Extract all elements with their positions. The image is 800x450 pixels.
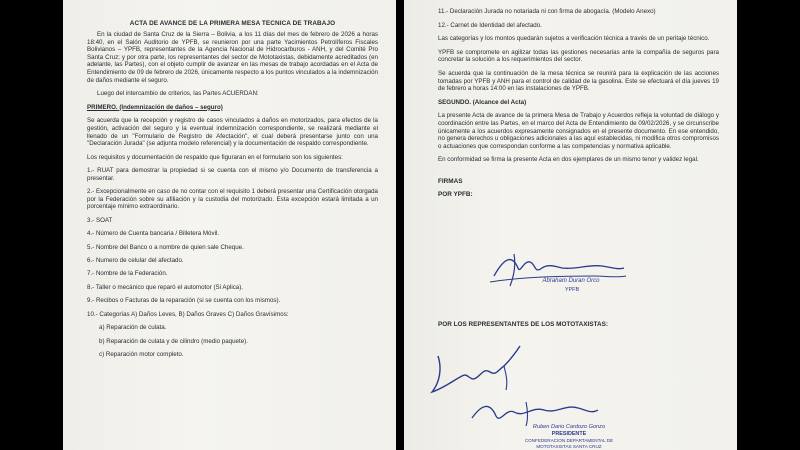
stamp-org-line-1: CONFEDERACION DEPARTAMENTAL DE xyxy=(524,438,614,443)
list-subitem: b) Reparación de culata y de cilindro (medio paquete). xyxy=(99,337,248,345)
stamp-name: Ruben Dario Cardozo Gonzo xyxy=(532,424,606,430)
document-page-right xyxy=(404,0,737,450)
list-item: 6.- Numero de celular del afectado. xyxy=(87,257,184,265)
stamp-org-line-2: MOTOTAXISTAS SANTA CRUZ xyxy=(536,444,602,449)
stamp-role: PRESIDENTE xyxy=(551,431,587,437)
mototaxistas-signature-label: POR LOS REPRESENTANTES DE LOS MOTOTAXISTAS: xyxy=(438,321,608,328)
ypfb-signature-label: POR YPFB: xyxy=(438,190,473,198)
conformity-paragraph: En conformidad se firma la presente Acta en dos ejemplares de un mismo tenor y validez legal. xyxy=(438,156,699,164)
list-item: 11.- Declaración Jurada no notariada ni con firma de abogacía. (Modelo Anexo) xyxy=(438,8,656,15)
section-segundo-heading: SEGUNDO. (Alcance del Acta) xyxy=(438,98,527,106)
mototaxistas-signature-1 xyxy=(424,342,534,402)
list-item: 12.- Carnet de Identidad del afectado. xyxy=(438,21,542,29)
list-item: 8.- Taller o mecánico que reparó el automotor (Si Aplica). xyxy=(87,283,244,291)
mototaxistas-signature-1-scribble xyxy=(424,342,534,402)
list-item: 3.- SOAT xyxy=(87,216,113,224)
ypfb-signer-note: YPFB xyxy=(564,287,580,293)
document-page-left xyxy=(63,0,396,450)
categories-paragraph: Las categorías y los montos quedarán sujetos a verificación técnica a través de un peritaje técnico. xyxy=(438,35,710,43)
continuation-paragraph: Se acuerda que la continuación de la mesa técnica se reunirá para la explicación de las acciones tomadas por YPFB y ANH para el control de calidad de la gasolina. Este se efectuará el día jueves 19 de febrero a horas 14:00 en las instalaciones de YPFB. xyxy=(438,69,719,93)
ypfb-signer-name: Abraham Duran Orco xyxy=(542,278,600,284)
primero-paragraph: Se acuerda que la recepción y registro de casos vinculados a daños en motorizados, para efectos de la gestión, activación del seguro y la eventual indemnización correspondiente, se realizará mediante el llenado de un "Formulario de Registro de Afectación", el cual deberá presentarse junto con una "Declaración Jurada" (se adjunta modelo referencial) y la documentación de respaldo correspondiente. xyxy=(87,117,378,148)
requirements-list xyxy=(87,167,378,358)
requirements-intro: Los requisitos y documentación de respaldo que figuraran en el formulario son los siguientes: xyxy=(87,153,343,161)
list-item: 1.- RUAT para demostrar la propiedad si se cuenta con el mismo y/o Documento de transferencia a presentar. xyxy=(87,167,378,182)
list-item: 7.- Nombre de la Federación. xyxy=(87,270,168,278)
criteria-line: Luego del intercambio de criterios, las Partes ACUERDAN: xyxy=(97,90,259,98)
list-item: 5.- Nombre del Banco o a nombre de quien sale Cheque. xyxy=(87,243,244,251)
signatures-heading: FIRMAS xyxy=(438,177,463,185)
list-subitem: c) Reparación motor completo. xyxy=(99,351,184,359)
list-subitem: a) Reparación de culata. xyxy=(99,324,167,331)
list-item: 10.- Categorías A) Daños Leves, B) Daños Graves C) Daños Gravísimos: xyxy=(87,310,289,318)
intro-paragraph: En la ciudad de Santa Cruz de la Sierra – Bolivia, a los 11 días del mes de febrero de 2026 a horas 18:40, en el Salón Auditorio de YPFB, se reunieron por una parte Yacimientos Petrolíferos Fiscales Bolivianos – YPFB, representantes de la Agencia Nacional de Hidrocarburos - ANH, y del Comité Pro Santa Cruz; y por otra parte, los representantes del sector de Mototaxistas, debidamente acreditados (en adelante, las Partes), con el objeto cumplir de avanzar en las mesas de trabajo acordadas en el Acta de Entendimiento de 09 de febrero de 2026, únicamente respecto a los puntos vinculados a la indemnización de daños mediante el seguro. xyxy=(87,31,378,84)
ypfb-commitment-paragraph: YPFB se compromete en agilizar todas las gestiones necesarias ante la compañía de seguros para concretar la solución a los requerimientos del sector. xyxy=(438,48,719,64)
list-item: 4.- Número de Cuenta bancaria / Billetera Móvil. xyxy=(87,230,220,238)
list-item: 2.- Excepcionalmente en caso de no contar con el requisito 1 deberá presentar una Certificación otorgada por la Federación sobre su afiliación y la custodia del motorizado. Esta excepción estará limitada a un porcentaje mínimo extraordinario. xyxy=(87,188,378,211)
list-item: 9.- Recibos o Facturas de la reparación (si se cuenta con los mismos). xyxy=(87,297,281,305)
section-primero-heading: PRIMERO. (Indemnización de daños – seguro) xyxy=(87,103,223,111)
scope-paragraph: La presente Acta de avance de la primera Mesa de Trabajo y Acuerdos refleja la voluntad de diálogo y coordinación entre las Partes, en el marco del Acta de Entendimiento de 09/02/2026, y se circunscribe únicamente a los acuerdos expresamente consignados en el presente documento. En ese entendido, no genera derechos u obligaciones adicionales a las aquí establecidas, ni modifica otros compromisos o actuaciones que correspondan conforme a las competencias y normativa aplicable. xyxy=(438,112,719,150)
document-title: ACTA DE AVANCE DE LA PRIMERA MESA TECNICA DE TRABAJO xyxy=(129,20,336,27)
